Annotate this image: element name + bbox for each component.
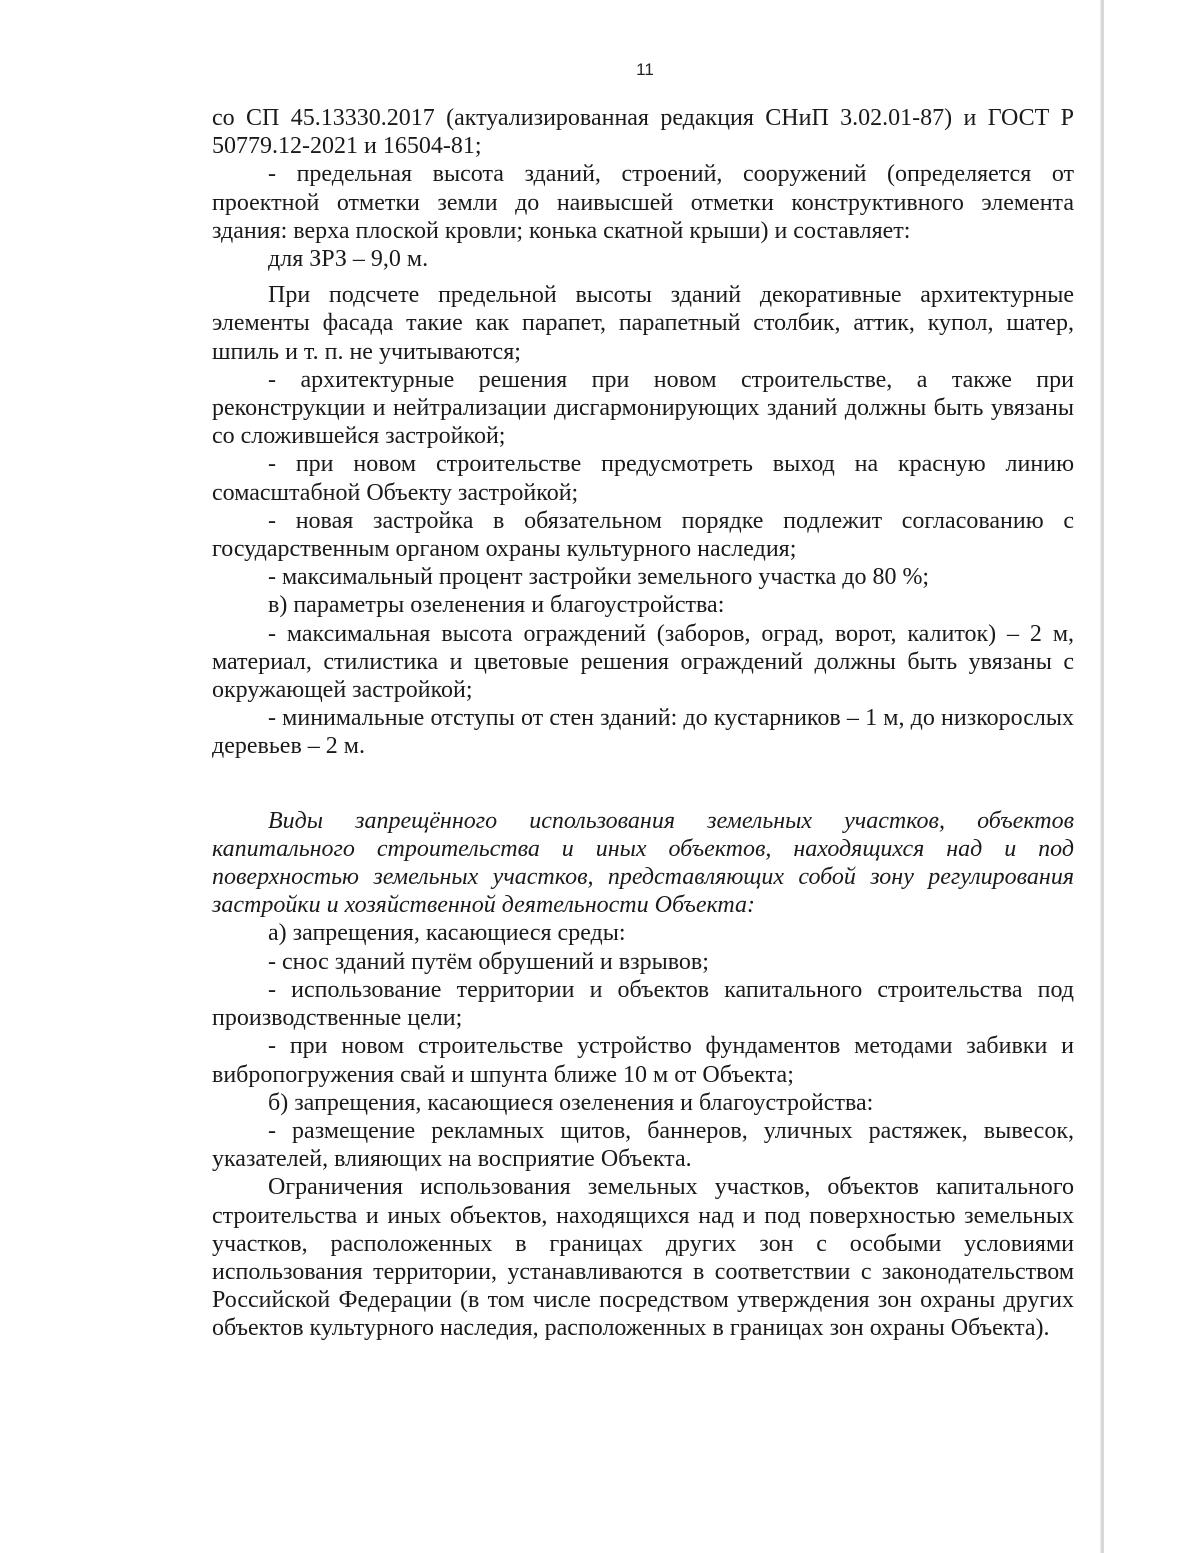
paragraph: - при новом строительстве предусмотреть выход на красную линию сомасштабной Объекту застройкой; [212, 451, 1074, 506]
paragraph: - снос зданий путём обрушений и взрывов; [268, 948, 709, 975]
section-heading: Виды запрещённого использования земельных участков, объектов капитального строительства и иных объектов, находящихся над и под поверхностью земельных участков, представляющих собой зону регулирования застройки и хозяйственной деятельности Объекта: [212, 807, 1074, 919]
paragraph: - архитектурные решения при новом строительстве, а также при реконструкции и нейтрализации дисгармонирующих зданий должны быть увязаны со сложившейся застройкой; [212, 366, 1074, 450]
paragraph: а) запрещения, касающиеся среды: [268, 920, 626, 947]
page-number: 11 [636, 60, 654, 79]
paragraph: - максимальный процент застройки земельного участка до 80 %; [268, 564, 930, 591]
paragraph: для ЗРЗ – 9,0 м. [268, 246, 429, 273]
section-gap [212, 761, 1074, 807]
document-body [212, 104, 1074, 1343]
scan-edge-shadow [1100, 0, 1101, 1553]
paragraph: При подсчете предельной высоты зданий декоративные архитектурные элементы фасада такие как парапет, парапетный столбик, аттик, купол, шатер, шпиль и т. п. не учитываются; [212, 282, 1074, 365]
paragraph: - минимальные отступы от стен зданий: до кустарников – 1 м, до низкорослых деревьев – 2 м. [212, 705, 1074, 760]
scan-edge [1101, 0, 1104, 1553]
paragraph: - предельная высота зданий, строений, сооружений (определяется от проектной отметки земли до наивысшей отметки конструктивного элемента здания: верха плоской кровли; конька скатной крыши) и составляет: [212, 161, 1074, 244]
paragraph: - размещение рекламных щитов, баннеров, уличных растяжек, вывесок, указателей, влияющих на восприятие Объекта. [212, 1117, 1074, 1173]
paragraph: - новая застройка в обязательном порядке подлежит согласованию с государственным органом охраны культурного наследия; [212, 507, 1074, 563]
paragraph: со СП 45.13330.2017 (актуализированная редакция СНиП 3.02.01-87) и ГОСТ Р 50779.12-2021 и 16504-81; [212, 105, 1074, 160]
paragraph: б) запрещения, касающиеся озеленения и благоустройства: [268, 1089, 874, 1116]
paragraph: - использование территории и объектов капитального строительства под производственные цели; [212, 976, 1074, 1032]
paragraph: Ограничения использования земельных участков, объектов капитального строительства и иных объектов, находящихся над и под поверхностью земельных участков, расположенных в границах других зон с особыми условиями использования территории, устанавливаются в соответствии с законодательством Российской Федерации (в том числе посредством утверждения зон охраны других объектов культурного наследия, расположенных в границах зон охраны Объекта). [212, 1174, 1074, 1342]
paragraph: - максимальная высота ограждений (заборов, оград, ворот, калиток) – 2 м, материал, стилистика и цветовые решения ограждений должны быть увязаны с окружающей застройкой; [212, 620, 1074, 704]
paragraph: - при новом строительстве устройство фундаментов методами забивки и вибропогружения свай и шпунта ближе 10 м от Объекта; [212, 1033, 1074, 1088]
paragraph: в) параметры озеленения и благоустройства: [268, 592, 725, 619]
